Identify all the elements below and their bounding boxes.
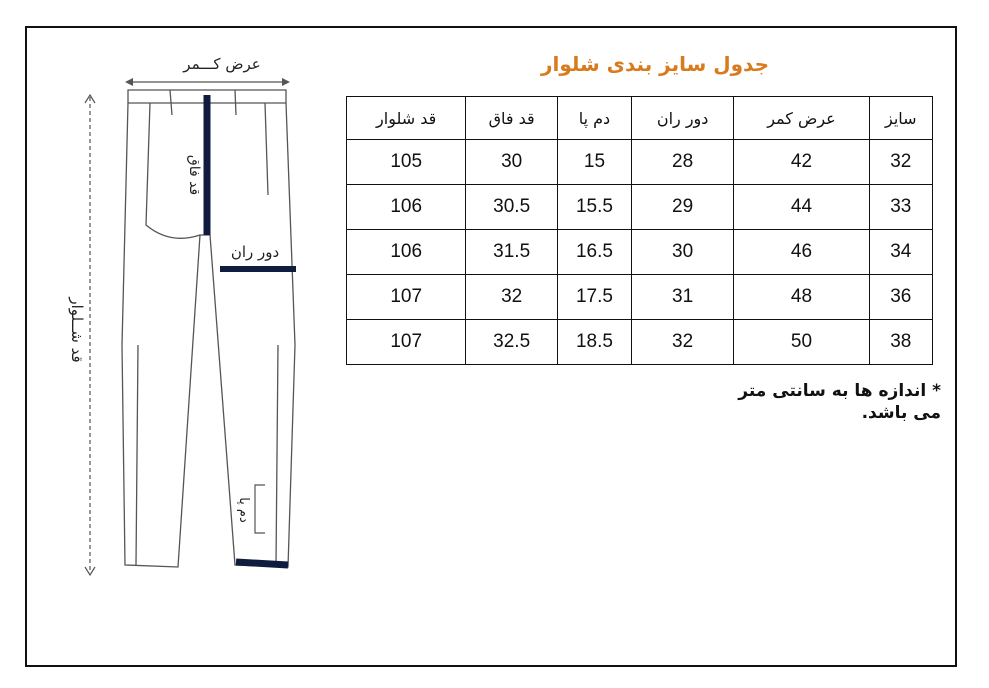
cell-thigh: 32: [631, 320, 733, 365]
cell-waist: 44: [734, 185, 869, 230]
arrow-head-right-icon: [282, 78, 290, 86]
hem-label: دم پا: [236, 497, 251, 523]
cell-thigh: 30: [631, 230, 733, 275]
cell-size: 32: [869, 140, 932, 185]
cell-waist: 42: [734, 140, 869, 185]
table-row: [347, 185, 933, 230]
cell-hem: 15.5: [557, 185, 631, 230]
length-label: قد شــلوار: [68, 297, 86, 363]
cell-length: 107: [347, 275, 466, 320]
cell-size: 36: [869, 275, 932, 320]
cell-size: 34: [869, 230, 932, 275]
units-note: [738, 380, 941, 424]
arrow-head-left-icon: [125, 78, 133, 86]
header-waist: عرض کمر: [734, 97, 869, 140]
cell-hem: 17.5: [557, 275, 631, 320]
thigh-label: دور ران: [230, 243, 280, 261]
cell-size: 38: [869, 320, 932, 365]
units-note-line2: می باشد.: [861, 403, 941, 423]
cell-rise: 32: [466, 275, 558, 320]
cell-hem: 16.5: [557, 230, 631, 275]
header-thigh: دور ران: [631, 97, 733, 140]
pants-diagram: [50, 45, 310, 595]
cell-thigh: 29: [631, 185, 733, 230]
waist-label: عرض کـــمر: [183, 55, 261, 73]
table-row: [347, 140, 933, 185]
rise-label: قد فاق: [186, 154, 202, 196]
cell-hem: 18.5: [557, 320, 631, 365]
header-rise: قد فاق: [466, 97, 558, 140]
header-size: سایز: [869, 97, 932, 140]
cell-length: 106: [347, 185, 466, 230]
page-title: جدول سایز بندی شلوار: [540, 52, 770, 76]
cell-waist: 50: [734, 320, 869, 365]
header-length: قد شلوار: [347, 97, 466, 140]
cell-rise: 32.5: [466, 320, 558, 365]
cell-thigh: 28: [631, 140, 733, 185]
cell-waist: 46: [734, 230, 869, 275]
hem-bracket: [255, 485, 265, 533]
table-row: [347, 230, 933, 275]
cell-hem: 15: [557, 140, 631, 185]
table-row: [347, 275, 933, 320]
cell-length: 105: [347, 140, 466, 185]
size-table: [346, 96, 933, 365]
header-hem: دم پا: [557, 97, 631, 140]
cell-rise: 30.5: [466, 185, 558, 230]
cell-length: 106: [347, 230, 466, 275]
units-note-line1: * اندازه ها به سانتی متر: [738, 381, 941, 401]
cell-size: 33: [869, 185, 932, 230]
table-row: [347, 320, 933, 365]
cell-length: 107: [347, 320, 466, 365]
cell-rise: 30: [466, 140, 558, 185]
hem-line: [236, 562, 288, 565]
cell-rise: 31.5: [466, 230, 558, 275]
table-header-row: [347, 97, 933, 140]
cell-thigh: 31: [631, 275, 733, 320]
cell-waist: 48: [734, 275, 869, 320]
